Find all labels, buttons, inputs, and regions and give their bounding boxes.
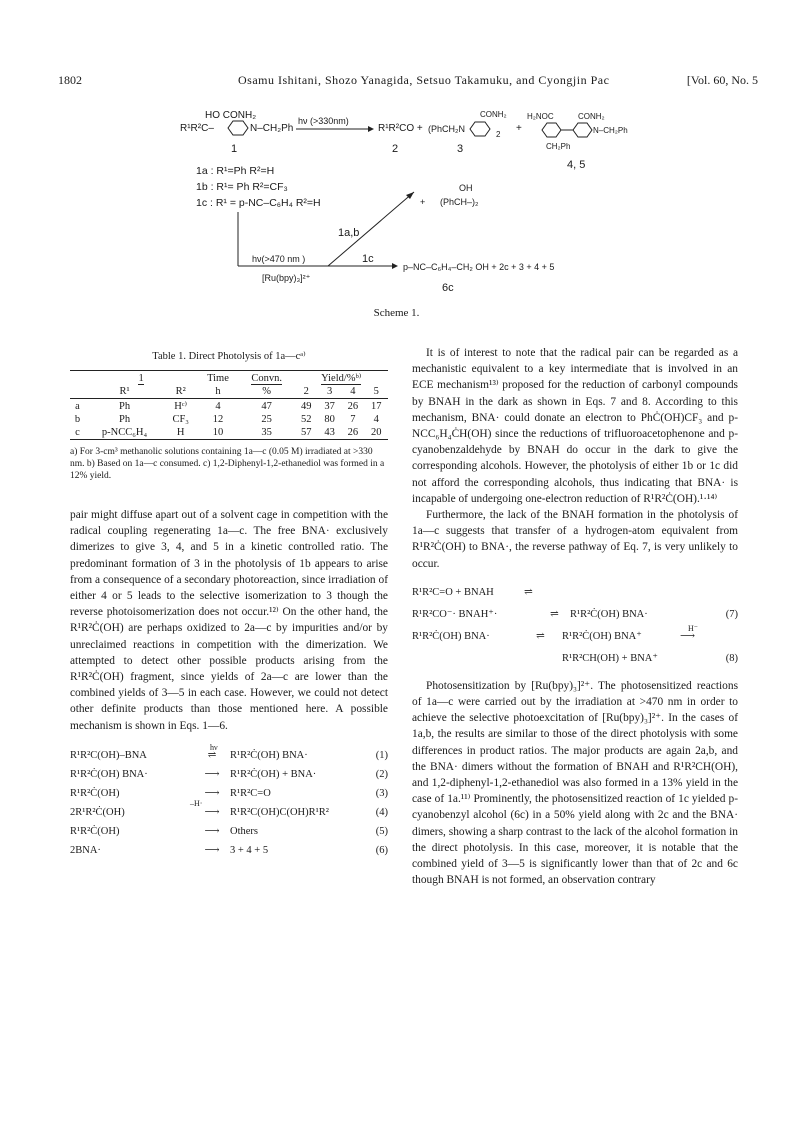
label-compound-45: 4, 5 (567, 159, 586, 171)
equation-number: (8) (725, 652, 738, 664)
row-r1: Ph (119, 400, 131, 412)
equation-number: (1) (375, 749, 388, 761)
equation-lhs: R¹R²Ċ(OH) BNA· (70, 768, 148, 780)
left-column (70, 350, 388, 860)
body-paragraph: It is of interest to note that the radical pair can be regarded as a mechanistic equivalent to a key intermediate that is involved in an ECE mechanism¹³⁾ proposed for the reduction of carbonyl compounds by BNAH in the dark as shown in Eqs. 7 and 8. According to this mechanism, BNA· could donate an electron to PhĊ(OH)CF₃ and p-NCC₆H₄ĊH(OH) since the reductions of trifluoroacetophenone and p-cyanobenzaldehyde by BNAH do occur in the dark to give the corresponding alcohols. However, the photolysis of either 1b or 1c did not afford the corresponding alcohols, thus indicating that BNA· is incapable of undergoing one-electron reduction of R¹R²Ċ(OH).¹·¹⁴⁾ (412, 347, 738, 505)
header-compound: 1 (138, 372, 144, 384)
header-y3: 3 (318, 385, 341, 399)
equation-rhs: R¹R²C(OH)C(OH)R¹R² (230, 806, 329, 818)
table-header-row (70, 371, 388, 386)
row-r2: H (164, 426, 197, 440)
equation-lhs: R¹R²CO⁻· BNAH⁺· (412, 608, 498, 620)
dimer-subscript: 2 (496, 130, 501, 139)
equation-rhs: R¹R²Ċ(OH) BNA· (230, 749, 308, 761)
equation-row (70, 803, 388, 822)
dimer-ring (470, 122, 490, 136)
label-compound-2: 2 (392, 143, 399, 155)
substituent-1c: 1c : R¹ = p-NC–C₆H₄ R²=H (196, 197, 321, 209)
header-yield: Yield/%ᵇ⁾ (321, 373, 362, 384)
row-time: 4 (215, 400, 221, 412)
equation-lhs: 2R¹R²Ċ(OH) (70, 806, 125, 818)
equation-arrow: ⟶ (204, 806, 220, 818)
equation-row (412, 623, 738, 648)
equation-lhs: R¹R²Ċ(OH) (70, 787, 120, 799)
equation-arrow: ⟶ (204, 787, 220, 799)
equation-lhs: 2BNA· (70, 844, 101, 856)
isomer-ring-right (573, 123, 592, 137)
table-subheader-row (70, 385, 388, 399)
equation-row (70, 765, 388, 784)
equation-condition: –H· (190, 798, 203, 808)
equation-arrow: ⇌ (536, 630, 545, 642)
alcohol-products: p–NC–C₆H₄–CH₂ OH + 2c + 3 + 4 + 5 (403, 262, 555, 272)
isomer-amide-right: CONH₂ (578, 112, 605, 121)
row-conversion: 35 (239, 426, 295, 440)
row-conversion: 25 (261, 414, 272, 425)
row-y2: 57 (295, 426, 318, 440)
equation-arrow: ⇌ (524, 586, 533, 598)
equation-arrow: ⇌ (207, 749, 217, 761)
diol-plus: + (420, 197, 426, 207)
author-line: Osamu Ishitani, Shozo Yanagida, Setsuo Takamuku, and Cyongjin Pac (238, 73, 610, 87)
equation-row (70, 841, 388, 860)
header-r2: R² (164, 385, 197, 399)
branch-label-1ab: 1a,b (338, 227, 360, 239)
label-compound-3: 3 (457, 143, 464, 155)
row-y4: 26 (341, 426, 364, 440)
equation-rhs: 3 + 4 + 5 (230, 844, 269, 856)
header-hours: h (197, 385, 239, 399)
equation-row (70, 742, 388, 765)
scheme-caption: Scheme 1. (373, 307, 420, 319)
equation-rhs: R¹R²C=O (230, 787, 271, 799)
row-id: b (74, 414, 81, 425)
row-time: 10 (197, 426, 239, 440)
equation-rhs: Others (230, 825, 258, 837)
equation-arrow: ⟶ (680, 630, 696, 642)
equation-number: (3) (375, 787, 388, 799)
diol-hydroxyl: OH (459, 183, 473, 193)
isomer-amide-left: H₂NOC (527, 112, 554, 121)
header-percent: % (239, 385, 295, 399)
isomer-ring-left (542, 123, 561, 137)
row-y3: 43 (318, 426, 341, 440)
body-paragraph: Photosensitization by [Ru(bpy)₃]²⁺. The photosensitized reactions of 1a—c were carried out by the irradiation at >470 nm in order to achieve the selective photoexcitation of [Ru(bpy)₃]²⁺. In the cases of 1a,b, the results are similar to those of the direct photolysis with some differences in product ratios. The major products are again 2a,b, and the BNA· dimers without the formation of BNAH and R¹R²CH(OH), and 1,2-diphenyl-1,2-ethanediol was also formed in a 13% yield in the case of 1a.¹¹⁾ Prominently, the photosensitized reaction of 1c yielded p-cyanobenzyl alcohol (6c) in a 50% yield along with 2c and the BNA· dimers, showing a sharp contrast to the lack of the alcohol formation in the direct photolysis. In this case, moreover, it is notable that the combined yield of 3—5 is significantly lower than that of 2c and 6c though BNAH is not formed, an observation contrary (412, 679, 738, 887)
equation-arrow: ⇌ (550, 608, 559, 620)
equation-row (70, 822, 388, 841)
equation-row (412, 582, 738, 604)
equation-number: (5) (375, 825, 388, 837)
table-row (70, 426, 388, 440)
header-conversion: Convn. (251, 372, 282, 384)
equation-number: (7) (725, 608, 738, 620)
body-paragraph: Furthermore, the lack of the BNAH formation in the photolysis of 1a—c suggests that transfer of a hydrogen-atom equivalent from R¹R²Ċ(OH) to BNA·, the reverse pathway of Eq. 7, is very unlikely to occur. (412, 509, 738, 570)
header-r1: R¹ (85, 385, 164, 399)
equation-lhs: R¹R²Ċ(OH) BNA· (412, 630, 490, 642)
header-y4: 4 (341, 385, 364, 399)
equation-rhs: R¹R²CH(OH) + BNA⁺ (562, 652, 658, 664)
arrow-head-1 (368, 126, 374, 132)
table-footnote: a) For 3-cm³ methanolic solutions containing 1a—c (0.05 M) irradiated at >330 nm. b) Based on 1a—c consumed. c) 1,2-Diphenyl-1,2-ethanediol was formed in a 12% yield. (70, 447, 385, 481)
mechanism-equations (70, 742, 388, 860)
isomer-n-benzyl: CH₂Ph (546, 142, 571, 151)
page-number: 1802 (58, 73, 82, 87)
pyridine-ring (228, 121, 248, 135)
ece-equations (412, 582, 738, 670)
row-y2: 49 (300, 400, 312, 412)
equation-condition: hν (210, 742, 218, 752)
product-ketone: R¹R²CO + (378, 123, 423, 134)
equation-number: (4) (375, 806, 388, 818)
equation-rhs: R¹R²Ċ(OH) BNA· (570, 608, 648, 620)
isomer-benzyl: N–CH₂Ph (593, 126, 628, 135)
row-r2: Hᶜ⁾ (174, 401, 188, 412)
row-conversion: 47 (261, 400, 272, 412)
substituent-1a: 1a : R¹=Ph R²=H (196, 165, 275, 177)
equation-lhs: R¹R²C=O + BNAH (412, 586, 494, 598)
photosensitizer: [Ru(bpy)₃]²⁺ (262, 273, 311, 283)
row-y2: 52 (300, 414, 312, 425)
header-y2: 2 (295, 385, 318, 399)
row-y5: 17 (371, 400, 382, 412)
substituent-1b: 1b : R¹= Ph R²=CF₃ (196, 181, 288, 193)
arrow-head-1c (392, 263, 398, 269)
equation-lhs: R¹R²C(OH)–BNA (70, 749, 147, 761)
equation-lhs: R¹R²Ċ(OH) (70, 825, 120, 837)
header-time: Time (197, 371, 239, 386)
table-row (70, 399, 388, 414)
photolysis-table (70, 370, 388, 440)
table-row (70, 413, 388, 426)
row-id: a (75, 400, 80, 412)
body-paragraph: pair might diffuse apart out of a solvent cage in competition with the radical coupling regenerating 1a—c. The free BNA· exclusively dimerizes to give 3, 4, and 5 in a kinetic controlled ratio. The predominant formation of 3 in the photolysis of 1b appears to arise from a consequence of a secondary photoreaction, since irradiation of either 4 or 5 leads to the selective isomerization to 3 though the reverse photoisomerization does not occur.¹²⁾ On the other hand, the R¹R²Ċ(OH) are perhaps oxidized to 2a—c by impurities and/or by unreclaimed reactions in competition with the dimerization. We attempted to detect other possible products arising from the R¹R²Ċ(OH) fragment, since yields of 2a—c are lower than the combined yields of 3—5 in each case. However, we could not detect other definite products than those mentioned here. A possible mechanism is shown in Eqs. 1—6. (70, 509, 388, 732)
equation-arrow: ⟶ (204, 844, 220, 856)
row-r1: p-NCC₆H₄ (85, 426, 164, 440)
reactant-benzyl: N–CH₂Ph (250, 123, 294, 134)
equation-arrow: ⟶ (204, 825, 220, 837)
label-compound-6c: 6c (442, 282, 454, 294)
row-y4: 7 (350, 414, 356, 425)
right-column (412, 345, 738, 888)
equation-row (412, 648, 738, 670)
equation-row (70, 784, 388, 808)
row-id: c (70, 426, 85, 440)
equation-condition: H⁻ (688, 623, 698, 633)
diol-product: (PhCH–)₂ (440, 197, 479, 207)
row-y3: 80 (324, 414, 335, 425)
header-y5: 5 (365, 385, 388, 399)
plus-sign: + (516, 123, 522, 134)
row-y3: 37 (324, 400, 335, 412)
equation-number: (6) (375, 844, 388, 856)
product-dimer: (PhCH₂N (428, 124, 465, 134)
label-compound-1: 1 (231, 143, 238, 155)
equation-rhs: R¹R²Ċ(OH) BNA⁺ (562, 630, 642, 642)
row-y5: 20 (365, 426, 388, 440)
volume-info: [Vol. 60, No. 5 (686, 73, 758, 87)
arrow1-condition: hν (>330nm) (298, 116, 349, 126)
row-time: 12 (212, 414, 224, 425)
row-y4: 26 (347, 400, 359, 412)
dimer-amide: CONH₂ (480, 110, 507, 119)
reactant-substituents: HO CONH₂ (205, 110, 257, 121)
row-y5: 4 (373, 414, 379, 425)
table-title: Table 1. Direct Photolysis of 1a—cᵃ⁾ (152, 351, 306, 362)
equation-number: (2) (375, 768, 388, 780)
equation-rhs: R¹R²Ċ(OH) + BNA· (230, 768, 317, 780)
arrow2-condition: hν(>470 nm ) (252, 254, 306, 264)
reactant-core: R¹R²C– (180, 123, 214, 134)
equation-arrow: ⟶ (204, 768, 220, 780)
branch-label-1c: 1c (362, 253, 374, 265)
row-r1: Ph (119, 414, 131, 425)
row-r2: CF₃ (172, 414, 189, 425)
reaction-scheme (0, 0, 793, 310)
